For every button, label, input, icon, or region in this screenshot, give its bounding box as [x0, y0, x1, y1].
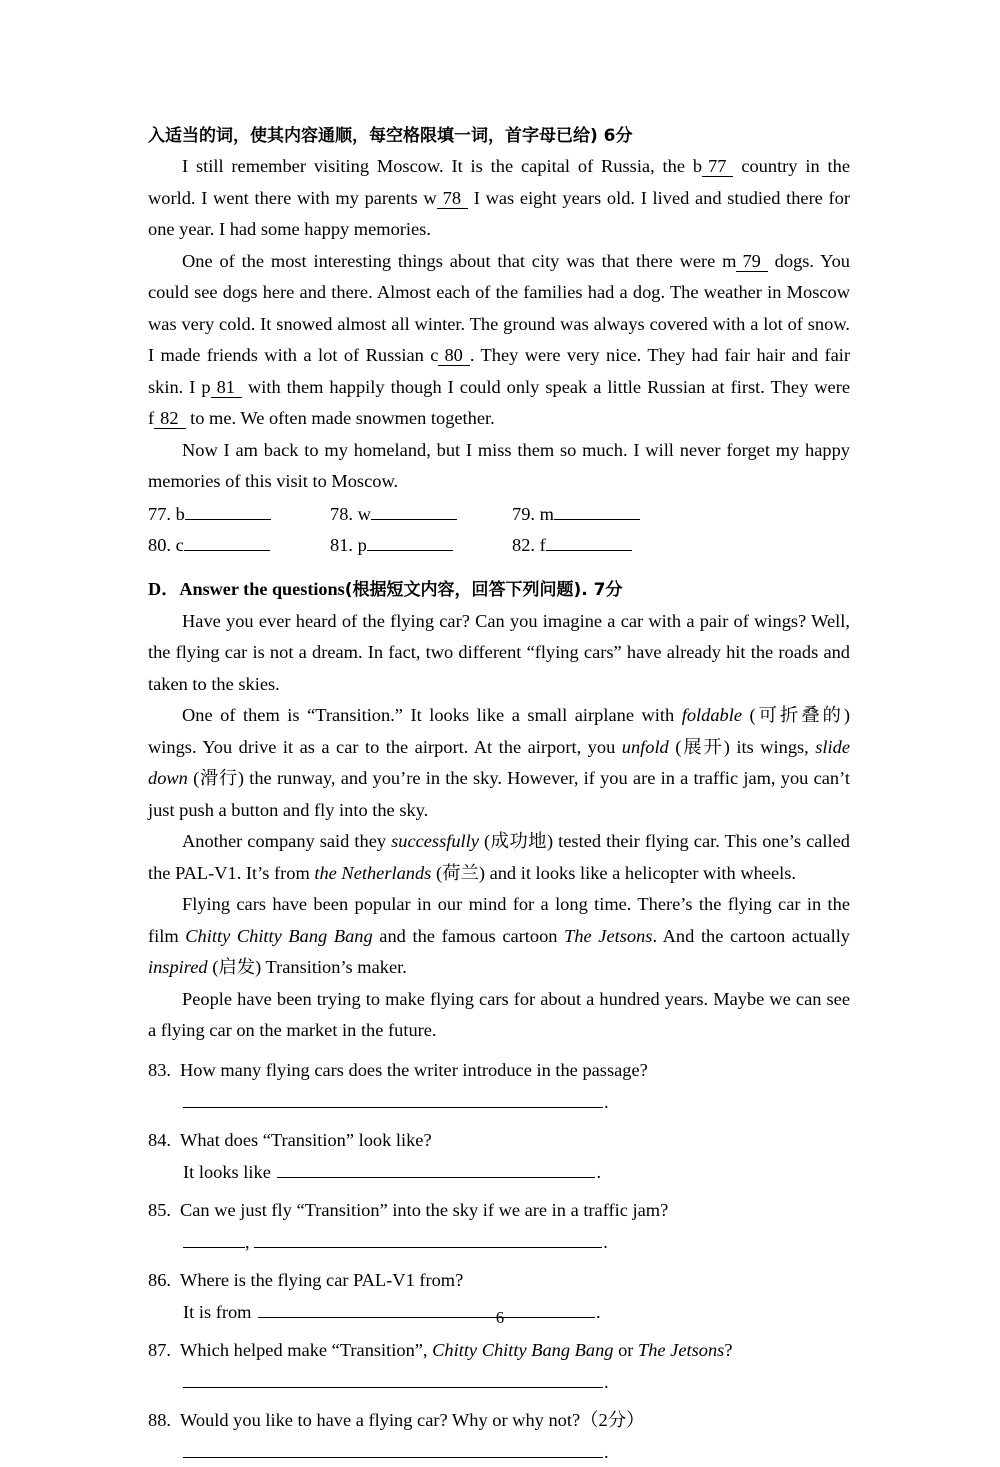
question-text — [180, 1340, 733, 1360]
answer-key-item-80[interactable] — [148, 530, 330, 561]
answer-terminator: . — [603, 1231, 608, 1252]
answer-key-label: 79. m — [512, 503, 554, 524]
emphasis-term: Chitty Chitty Bang Bang — [432, 1339, 614, 1360]
section-d-title-en: Answer the questions — [179, 578, 345, 599]
answer-key-item-78[interactable] — [330, 499, 512, 530]
question-prompt — [148, 1335, 850, 1365]
question-prompt — [148, 1055, 850, 1085]
question-prompt — [148, 1265, 850, 1295]
cloze-initial-letter: c — [430, 345, 439, 365]
cloze-blank-79[interactable] — [722, 251, 768, 272]
answer-key-label: 80. c — [148, 534, 184, 555]
question-item-88 — [148, 1405, 850, 1467]
text-run: I still remember visiting Moscow. It is the capital of Russia, the — [182, 156, 693, 176]
emphasis-term: Chitty Chitty Bang Bang — [185, 925, 373, 946]
cloze-answer-key — [148, 499, 850, 561]
answer-prefix: It looks like — [183, 1161, 276, 1182]
question-item-87 — [148, 1335, 850, 1397]
answer-key-item-81[interactable] — [330, 530, 512, 561]
question-text — [180, 1270, 463, 1290]
text-run: country in the world. I went there with my parents — [148, 156, 850, 208]
cloze-initial-letter: f — [148, 408, 155, 428]
question-item-85 — [148, 1195, 850, 1257]
text-run: Have you ever heard of the flying car? Can you imagine a car with a pair of wings? Well, the flying car is not a dream. In fact, two different “flying cars” have already hit the roads and taken to the skies. — [148, 610, 850, 694]
text-run: One of them is “Transition.” It looks like a small airplane with — [182, 705, 682, 725]
answer-terminator: . — [604, 1091, 609, 1112]
answer-key-writing-line[interactable] — [554, 505, 640, 519]
question-number: 86. — [148, 1269, 171, 1290]
answer-terminator: . — [604, 1371, 609, 1392]
emphasis-term: inspired — [148, 957, 208, 977]
answer-line[interactable] — [148, 1367, 850, 1397]
flying-car-passage — [148, 606, 850, 1047]
emphasis-term: The Jetsons — [564, 925, 653, 946]
answer-key-writing-line[interactable] — [184, 536, 270, 550]
question-text — [180, 1200, 668, 1220]
answer-key-label: 81. p — [330, 534, 367, 555]
question-text — [180, 1130, 432, 1150]
question-text — [180, 1060, 648, 1080]
passage-paragraph — [148, 984, 850, 1047]
page-number: 6 — [495, 1308, 505, 1327]
cloze-blank-number: 79 — [736, 251, 767, 272]
text-run: People have been trying to make flying cars for about a hundred years. Maybe we can see a flying car on the market in the future. — [148, 988, 850, 1040]
answer-terminator: . — [596, 1161, 602, 1182]
answer-key-writing-line[interactable] — [185, 505, 271, 519]
emphasis-term: successfully — [391, 831, 479, 851]
text-run: or — [613, 1339, 638, 1360]
text-run: . And the cartoon actually — [652, 925, 851, 946]
text-run: Another company said they — [182, 831, 392, 851]
answer-blank-short[interactable] — [183, 1232, 245, 1247]
cloze-blank-number: 78 — [437, 188, 468, 209]
cloze-initial-letter: p — [201, 376, 211, 397]
text-run: Flying cars have been popular in our mind for a long time. There’s the flying car in the film — [148, 894, 850, 946]
question-number: 85. — [148, 1199, 171, 1220]
cloze-blank-number: 82 — [154, 408, 185, 429]
answer-line[interactable] — [148, 1087, 850, 1117]
exam-page-content — [148, 122, 850, 1467]
answer-blank-long[interactable] — [183, 1372, 603, 1387]
cloze-paragraph — [148, 435, 850, 498]
question-number: 87. — [148, 1339, 171, 1360]
emphasis-term: unfold — [621, 736, 669, 757]
emphasis-term: the Netherlands — [314, 862, 432, 883]
text-run: (成功地) tested their flying car. This one’s called the PAL-V1. It’s from — [148, 831, 850, 883]
text-run: I was eight years old. I lived and studied there for one year. I had some happy memories. — [148, 187, 850, 239]
question-number: 83. — [148, 1059, 171, 1080]
answer-key-label: 82. f — [512, 534, 546, 555]
text-run: One of the most interesting things about that city was that there were — [182, 250, 723, 271]
answer-key-writing-line[interactable] — [546, 536, 632, 550]
passage-paragraph — [148, 826, 850, 889]
passage-paragraph — [148, 606, 850, 701]
answer-line[interactable] — [148, 1157, 850, 1187]
cloze-blank-number: 81 — [211, 377, 242, 398]
answer-prefix: It is from — [183, 1301, 257, 1322]
section-d-title-cn: (根据短文内容，回答下列问题). 7分 — [344, 579, 623, 600]
cloze-initial-letter: m — [722, 250, 737, 271]
text-run: What does “Transition” look like? — [180, 1129, 432, 1150]
answer-key-label: 77. b — [148, 503, 185, 524]
cloze-blank-81[interactable] — [201, 377, 242, 398]
cloze-section-heading — [148, 122, 850, 149]
answer-blank-long[interactable] — [183, 1092, 603, 1107]
text-run: Would you like to have a flying car? Why or why not?（2分） — [180, 1409, 645, 1430]
cloze-blank-number: 80 — [438, 345, 469, 366]
emphasis-term: The Jetsons — [638, 1339, 725, 1360]
question-prompt — [148, 1125, 850, 1155]
cloze-initial-letter: w — [423, 187, 437, 208]
question-prompt — [148, 1405, 850, 1435]
answer-comma: , — [245, 1231, 255, 1252]
question-list — [148, 1055, 850, 1467]
text-run: to me. We often made snowmen together. — [185, 408, 495, 428]
answer-key-writing-line[interactable] — [371, 505, 457, 519]
passage-paragraph — [148, 889, 850, 984]
question-text — [180, 1410, 644, 1430]
text-run: dogs. You could see dogs here and there. Almost each of the families had a dog. The weather in Moscow was very cold. It snowed almost all winter. The ground was always covered with a lot of snow. I made friends with a lot of Russian — [148, 250, 850, 365]
text-run: Where is the flying car PAL-V1 from? — [180, 1269, 464, 1290]
answer-terminator: . — [596, 1301, 601, 1322]
section-d-heading — [148, 574, 850, 605]
emphasis-term: slide down — [148, 736, 850, 788]
cloze-blank-77[interactable] — [693, 156, 734, 177]
section-d-letter: D． — [148, 578, 180, 599]
cloze-passage — [148, 151, 850, 498]
cloze-blank-80[interactable] — [430, 345, 470, 366]
text-run: Now I am back to my homeland, but I miss them so much. I will never forget my happy memories of this visit to Moscow. — [148, 439, 850, 491]
text-run: Which helped make “Transition”, — [180, 1339, 433, 1360]
text-run: with them happily though I could only speak a little Russian at first. They were — [241, 376, 850, 397]
question-number: 88. — [148, 1409, 171, 1430]
answer-key-label: 78. w — [330, 503, 371, 524]
cloze-blank-82[interactable] — [148, 408, 186, 429]
cloze-heading-text: 入适当的词，使其内容通顺，每空格限填一词，首字母已给) 6分 — [148, 126, 633, 146]
answer-key-item-82[interactable] — [512, 530, 694, 561]
text-run: How many flying cars does the writer introduce in the passage? — [180, 1059, 648, 1080]
answer-line[interactable] — [148, 1437, 850, 1467]
answer-key-row — [148, 530, 850, 561]
cloze-initial-letter: b — [692, 156, 703, 176]
answer-line[interactable] — [148, 1227, 850, 1257]
answer-key-writing-line[interactable] — [367, 536, 453, 550]
cloze-paragraph — [148, 151, 850, 246]
question-prompt — [148, 1195, 850, 1225]
cloze-blank-78[interactable] — [423, 188, 468, 209]
question-number: 84. — [148, 1129, 171, 1150]
text-run: Can we just fly “Transition” into the sky if we are in a traffic jam? — [180, 1199, 669, 1220]
passage-paragraph — [148, 700, 850, 826]
text-run: (荷兰) and it looks like a helicopter with wheels. — [431, 862, 797, 883]
question-item-83 — [148, 1055, 850, 1117]
text-run: (可折叠的) wings. You drive it as a car to the airport. At the airport, you — [148, 705, 850, 757]
cloze-blank-number: 77 — [702, 156, 733, 177]
answer-blank-long[interactable] — [254, 1232, 602, 1247]
answer-key-item-79[interactable] — [512, 499, 694, 530]
emphasis-term: foldable — [681, 705, 743, 725]
answer-terminator: . — [604, 1441, 609, 1462]
text-run: (启发) Transition’s maker. — [207, 957, 407, 977]
text-run: ? — [724, 1339, 733, 1360]
text-run: (滑行) the runway, and you’re in the sky. However, if you are in a traffic jam, you can’t just push a button and fly into the sky. — [148, 768, 850, 820]
answer-key-item-77[interactable] — [148, 499, 330, 530]
question-item-84 — [148, 1125, 850, 1187]
answer-key-row — [148, 499, 850, 530]
cloze-paragraph — [148, 246, 850, 435]
text-run: . They were very nice. They had fair hair and fair skin. I — [148, 345, 851, 397]
text-run: (展开) its wings, — [668, 736, 816, 757]
answer-blank-long[interactable] — [183, 1442, 603, 1457]
text-run: and the famous cartoon — [372, 925, 565, 946]
answer-blank-long[interactable] — [277, 1162, 595, 1177]
